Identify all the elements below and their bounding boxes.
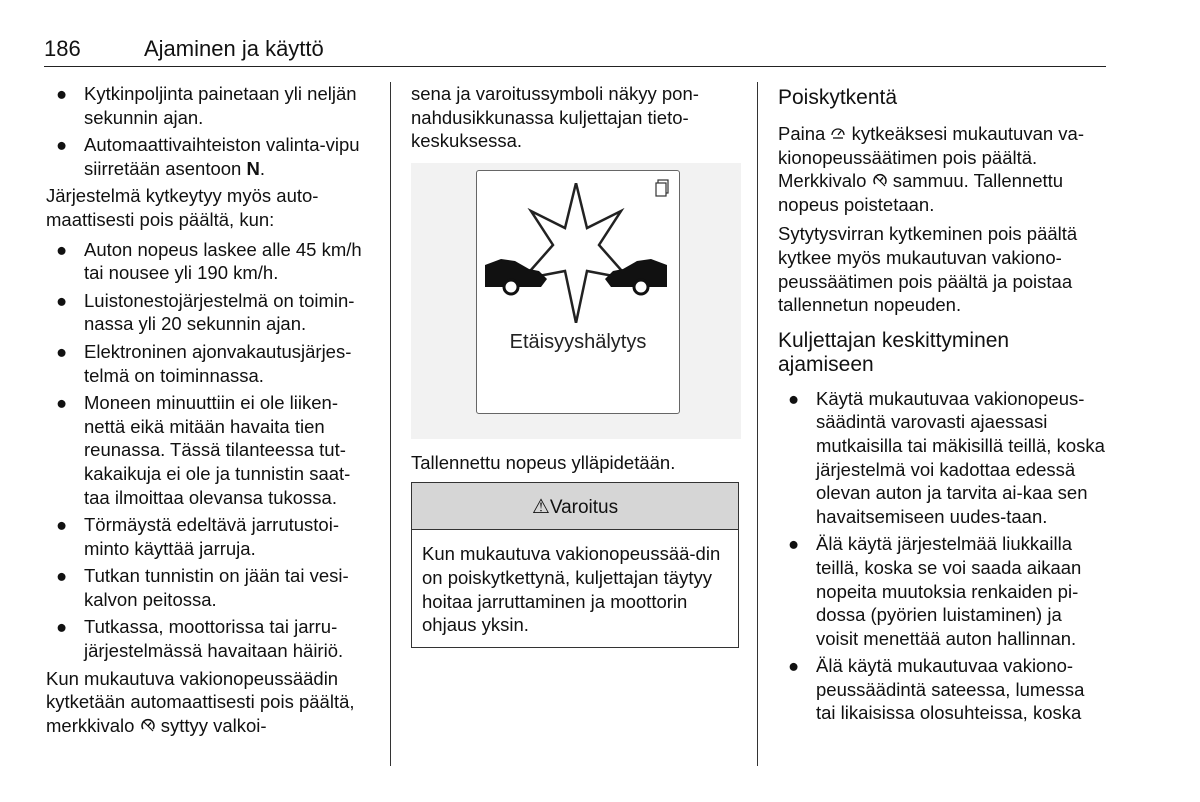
- column-middle: [411, 82, 741, 648]
- column-right: [778, 82, 1108, 729]
- list-item: ● Käytä mukautuvaa vakionopeus-säädintä varovasti ajaessasi mutkaisilla tai mäkisillä teillä, koska järjestelmä voi kadottaa edessä olevan auton ja tarvita ai-kaa sen havaitsemiseen uudes-taan.: [788, 387, 1105, 527]
- bullet-list: [778, 387, 1108, 725]
- page-header: [44, 34, 1106, 67]
- list-item: ● Älä käytä mukautuvaa vakiono-peussäädintä sateessa, lumessa tai likaisissa olosuhteissa, koska: [788, 655, 1085, 724]
- column-left: [46, 82, 376, 743]
- page-number: 186: [44, 36, 81, 61]
- list-item: ● Auton nopeus laskee alle 45 km/h tai nousee yli 190 km/h.: [56, 238, 362, 284]
- section-heading: Kuljettajan keskittyminen ajamiseen: [778, 328, 1010, 376]
- bullet-list: [46, 82, 376, 180]
- list-item: ● Kytkinpoljinta painetaan yli neljän sekunnin ajan.: [56, 83, 357, 128]
- paragraph: sena ja varoitussymboli näkyy pon-nahdusikkunassa kuljettajan tieto-keskuksessa.: [411, 83, 699, 152]
- list-item: ● Tutkassa, moottorissa tai jarru-järjestelmässä havaitaan häiriö.: [56, 616, 344, 662]
- distance-alert-figure: [411, 163, 741, 439]
- cruise-control-indicator-icon: [872, 173, 888, 189]
- paragraph: Tallennettu nopeus ylläpidetään.: [411, 451, 676, 473]
- warning-title: Varoitus: [549, 497, 619, 519]
- gear-position: N: [246, 157, 260, 179]
- list-item: ● Automaattivaihteiston valinta-vipu siirretään asentoon N.: [56, 134, 360, 179]
- column-divider: [757, 82, 758, 766]
- warning-text: Kun mukautuva vakionopeussää-din on poiskytkettynä, kuljettajan täytyy hoitaa jarruttaminen ja moottorin ohjaus yksin.: [422, 543, 721, 636]
- paragraph: Järjestelmä kytkeytyy myös auto-maattisesti pois päältä, kun:: [46, 185, 319, 230]
- column-divider: [390, 82, 391, 766]
- paragraph: Kun mukautuva vakionopeussäädin kytketään automaattisesti pois päältä, merkkivalo syttyy valkoi-: [46, 667, 355, 736]
- display-label: Etäisyyshälytys: [509, 330, 647, 353]
- list-item: ● Älä käytä järjestelmää liukkailla teillä, koska se voi saada aikaan nopeita muutoksia renkaiden pi-dossa (pyörien luistaminen) ja voisit menettää auton hallinnan.: [788, 533, 1082, 649]
- paragraph: Paina kytkeäksesi mukautuvan va-kionopeussäätimen pois päältä. Merkkivalo sammuu. Tallennettu nopeus poistetaan.: [778, 123, 1084, 215]
- list-item: ● Törmäystä edeltävä jarrutustoi-minto käyttää jarruja.: [56, 514, 339, 559]
- list-item: ● Tutkan tunnistin on jään tai vesi-kalvon peitossa.: [56, 565, 349, 610]
- page-title: Ajaminen ja käyttö: [144, 36, 324, 61]
- paragraph: Sytytysvirran kytkeminen pois päältä kytkee myös mukautuvan vakiono-peussäätimen pois päältä ja poistaa tallennetun nopeuden.: [778, 223, 1078, 316]
- bullet-list: [46, 238, 376, 663]
- list-item: ● Elektroninen ajonvakautusjärjes-telmä on toiminnassa.: [56, 340, 352, 386]
- warning-header: [412, 483, 738, 530]
- cruise-cancel-button-icon: [830, 126, 846, 140]
- list-item: ● Luistonestojärjestelmä on toimin-nassa yli 20 sekunnin ajan.: [56, 289, 355, 335]
- warning-icon: ⚠: [531, 494, 550, 519]
- warning-box: [411, 482, 739, 647]
- list-item: ● Moneen minuuttiin ei ole liiken-nettä eikä mitään havaita tien reunassa. Tässä tilanteessa tut-kakaikuja ei ole ja tunnistin saat-taa ilmoittaa olevansa tukossa.: [56, 392, 351, 508]
- section-heading: Poiskytkentä: [778, 86, 898, 109]
- collision-star-icon: [523, 183, 629, 323]
- cruise-control-indicator-icon: [140, 718, 156, 734]
